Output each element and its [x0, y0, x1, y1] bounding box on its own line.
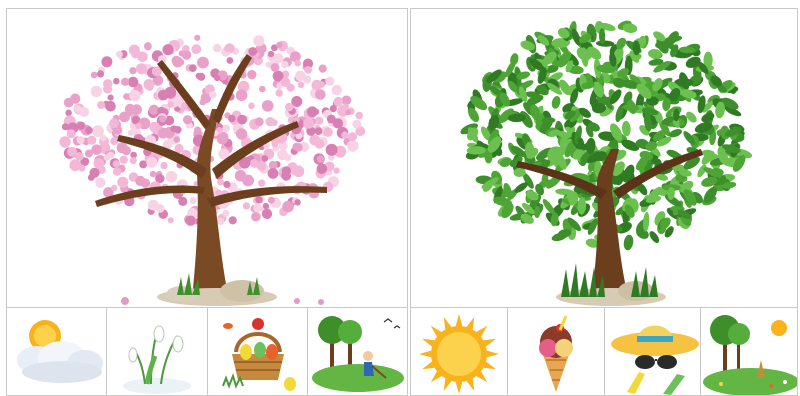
card-bright-sun[interactable]	[410, 308, 508, 396]
snowdrop-flower-icon	[107, 308, 207, 396]
card-gardener-planting[interactable]	[308, 308, 408, 396]
card-ice-cream[interactable]	[508, 308, 605, 396]
summer-meadow-icon	[701, 308, 798, 396]
card-cloudy-sun[interactable]	[6, 308, 107, 396]
card-snowdrop[interactable]	[107, 308, 207, 396]
ice-cream-cone-icon	[508, 308, 605, 396]
spring-card-strip	[6, 308, 408, 396]
blossoming-pink-tree-icon	[7, 9, 407, 307]
cloudy-sun-icon	[7, 308, 107, 396]
bright-sun-icon	[411, 308, 508, 396]
card-sun-hat-sunglasses[interactable]	[605, 308, 702, 396]
card-easter-basket[interactable]	[208, 308, 308, 396]
summer-tree-panel	[410, 8, 798, 308]
summer-card-strip	[410, 308, 798, 396]
gardener-planting-icon	[308, 308, 408, 396]
spring-tree-panel	[6, 8, 408, 308]
easter-basket-icon	[208, 308, 308, 396]
card-summer-meadow[interactable]	[701, 308, 798, 396]
green-leafy-tree-icon	[411, 9, 797, 307]
sun-hat-sunglasses-icon	[605, 308, 702, 396]
